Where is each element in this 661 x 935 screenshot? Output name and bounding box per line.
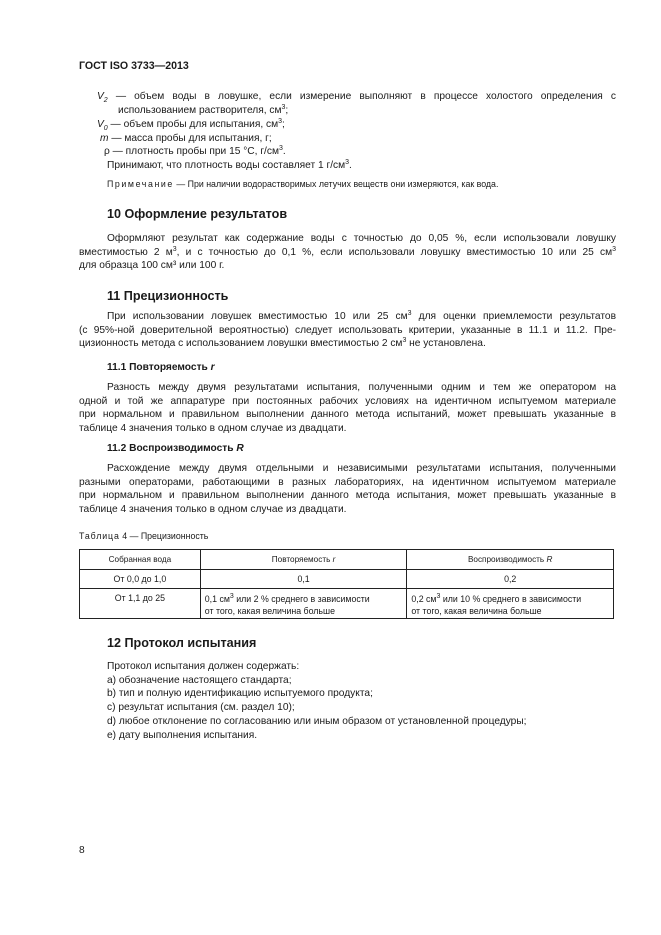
header-reproducibility: Воспроизводимость R [407,550,614,570]
section-11-title: 11 Прецизионность [107,289,229,303]
list-item: d) любое отклонение по согласованию или иным образом от установленной процедуры; [107,715,527,727]
definition-v0: $V_0$ — объем пробы для испытания, $см^3$; [97,118,285,132]
table-4-caption: Таблица 4 — Прецизионность [79,531,209,541]
subsection-11-2-title: 11.2 Воспроизводимость R [107,443,244,454]
list-item: a) обозначение настоящего стандарта; [107,674,292,686]
list-item: e) дату выполнения испытания. [107,729,258,741]
definition-v2: $V_2$ — объем воды в ловушке, если измерение выполняют в процессе холостого определения с использованием растворителя, $см^3$; [97,91,616,116]
table-row [80,570,614,589]
standard-header: ГОСТ ISO 3733—2013 [79,60,189,72]
list-item: c) результат испытания (см. раздел 10); [107,702,295,714]
section-12-intro: Протокол испытания должен содержать: [107,661,300,672]
definition-m: m — масса пробы для испытания, г; [100,133,272,144]
subsection-11-1-body: Разность между двумя результатами испытания, полученными одним и тем же оператором на одной и той же аппаратуре при постоянных рабочих условиях на идентичном испытуемом материале при нормальном и правильном выполнении данного метода испытаний, может превышать указанные в таблице 4 значения только в одном случае из двадцати. [79,382,616,435]
row1-repeatability: 0,1 [200,570,407,589]
precision-table [79,549,614,619]
water-density-statement: Принимают, что плотность воды составляет 1 $г/см^3$. [107,159,352,171]
header-repeatability: Повторяемость r [200,550,407,570]
note [107,178,498,190]
section-12-title: 12 Протокол испытания [107,636,257,650]
row2-collected-water: От 1,1 до 25 [80,589,201,619]
row1-reproducibility: 0,2 [407,570,614,589]
note-label: Примечание [107,179,174,189]
section-12-body [107,660,527,742]
row1-collected-water: От 0,0 до 1,0 [80,570,201,589]
row2-reproducibility: 0,2 $см^3$ или 10 % среднего в зависимости от того, какая величина больше [407,589,614,619]
section-11-body: При использовании ловушек вместимостью 10 или 25 $см^3$ для оценки приемлемости результатов (с 95%-ной доверительной вероятностью) следует использовать критерии, указанные в 11.1 и 11.2. Пре- цизионность метода с использованием ловушки вместимостью 2 $см^3$ не установлена. [79,310,616,350]
definition-rho: ρ — плотность пробы при 15 °С, $г/см^3$. [104,145,286,157]
page-number: 8 [79,845,85,856]
table-row [80,589,614,619]
subsection-11-1-title: 11.1 Повторяемость r [107,362,215,373]
symbol-v2: $V_2$ [97,91,108,104]
section-10-title: 10 Оформление результатов [107,207,288,221]
header-collected-water: Собранная вода [80,550,201,570]
list-item: b) тип и полную идентификацию испытуемого продукта; [107,688,373,700]
table-header-row [80,550,614,570]
note-text: — При наличии водорастворимых летучих веществ они измеряются, как вода. [176,179,499,189]
row2-repeatability: 0,1 $см^3$ или 2 % среднего в зависимости от того, какая величина больше [200,589,407,619]
subsection-11-2-body: Расхождение между двумя отдельными и независимыми результатами испытания, полученными разными операторами, работающими в разных лабораториях, на идентичном испытуемом материале при нормальном и правильном выполнении данного метода испытания, может превышать указанные в таблице 4 значения только в одном случае из двадцати. [79,463,616,516]
section-10-body: Оформляют результат как содержание воды с точностью до 0,05 %, если использовали ловушку вместимостью 2 $м^3$, и с точностью до 0,1 %, если использовали ловушку вместимостью 10 или 25 $см^3$ для образца 100 см³ или 100 г. [79,233,616,272]
